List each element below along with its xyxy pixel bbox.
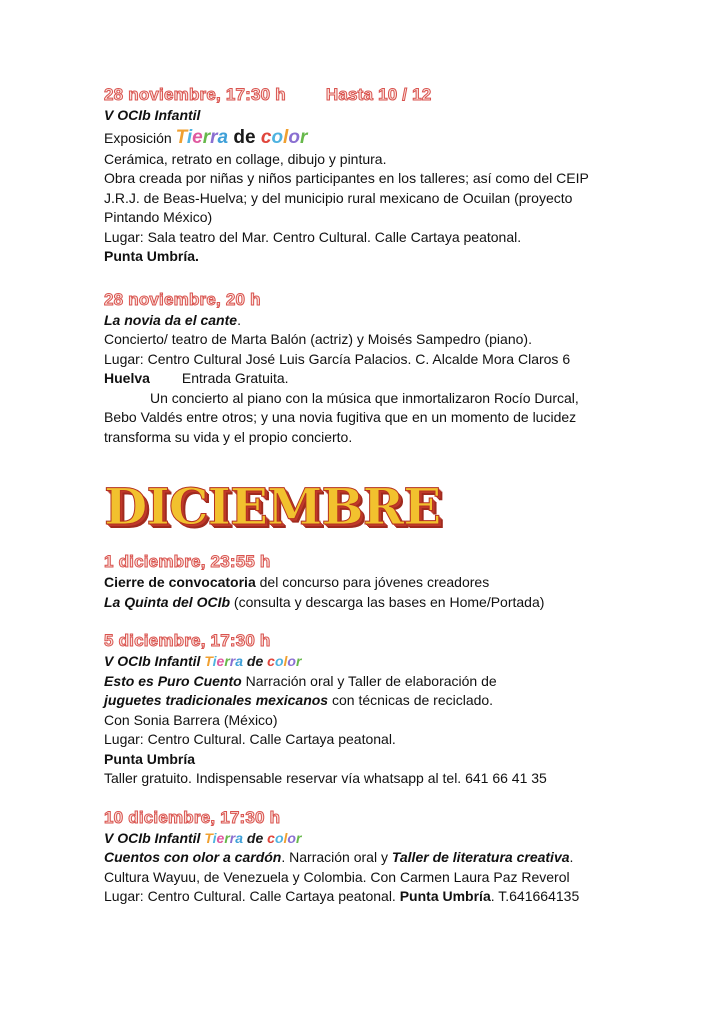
- event-date: 1 diciembre, 23:55 h: [104, 552, 271, 571]
- event-town: Punta Umbría: [399, 888, 491, 904]
- event-until-date: Hasta 10 / 12: [325, 85, 432, 104]
- event-date: 28 noviembre, 17:30 h: [104, 85, 286, 104]
- event-description: Concierto/ teatro de Marta Balón (actriz) y Moisés Sampedro (piano).: [104, 331, 532, 347]
- event-description: Pintando México): [104, 209, 213, 225]
- event-entry: Entrada Gratuita.: [181, 370, 289, 386]
- event-series: V OCIb Infantil: [104, 829, 205, 846]
- document-page: [104, 84, 644, 907]
- event-town: Punta Umbría.: [104, 248, 199, 264]
- event-note: Taller gratuito. Indispensable reservar vía whatsapp al tel. 641 66 41 35: [104, 770, 547, 786]
- tierra-de-color-logo: Tierra de color: [204, 653, 302, 669]
- tierra-de-color-logo: Tierra de color: [204, 829, 302, 846]
- event-series: V OCIb Infantil: [104, 653, 205, 669]
- event-town-line: [104, 369, 644, 389]
- event-description: Cierre de convocatoria del concurso para jóvenes creadores: [104, 574, 490, 590]
- event-block: [104, 551, 644, 612]
- event-series-line: [104, 652, 644, 672]
- event-description: juguetes tradicionales mexicanos con técnicas de reciclado.: [104, 692, 494, 708]
- event-location: Lugar: Centro Cultural José Luis García Palacios. C. Alcalde Mora Claros 6: [104, 350, 571, 367]
- event-description: J.R.J. de Beas-Huelva; y del municipio rural mexicano de Ocuilan (proyecto: [104, 189, 573, 206]
- event-date: 5 diciembre, 17:30 h: [104, 631, 271, 650]
- event-title: La novia da el cante: [104, 311, 238, 328]
- event-description: Obra creada por niñas y niños participantes en los talleres; así como del CEIP: [104, 170, 589, 186]
- event-description: transforma su vida y el propio concierto.: [104, 428, 353, 445]
- exhibition-title: [104, 126, 644, 150]
- event-description: Bebo Valdés entre otros; y una novia fugitiva que en un momento de lucidez: [104, 409, 577, 425]
- event-description: Cerámica, retrato en collage, dibujo y pintura.: [104, 150, 387, 167]
- event-block: [104, 289, 644, 448]
- event-description: La Quinta del OCIb (consulta y descarga las bases en Home/Portada): [104, 593, 545, 610]
- event-description: Esto es Puro Cuento Narración oral y Taller de elaboración de: [104, 672, 497, 689]
- tierra-de-color-logo: Tierra de color: [175, 126, 308, 148]
- event-title-line: La novia da el cante.: [104, 311, 241, 328]
- event-series: V OCIb Infantil: [104, 107, 201, 123]
- event-block: [104, 807, 644, 907]
- event-location: Lugar: Sala teatro del Mar. Centro Cultural. Calle Cartaya peatonal.: [104, 228, 522, 245]
- event-description: Cultura Wayuu, de Venezuela y Colombia. Con Carmen Laura Paz Reverol: [104, 868, 570, 885]
- event-town: Huelva: [104, 370, 150, 386]
- event-date: 28 noviembre, 20 h: [104, 289, 261, 309]
- event-block: [104, 84, 644, 267]
- event-town: Punta Umbría: [104, 750, 196, 767]
- event-location-line: Lugar: Centro Cultural. Calle Cartaya peatonal. Punta Umbría. T.641664135: [104, 888, 580, 904]
- month-heading: DICIEMBRE: [104, 477, 441, 536]
- event-description: Un concierto al piano con la música que inmortalizaron Rocío Durcal,: [150, 389, 579, 406]
- event-phone: . T.641664135: [490, 888, 580, 904]
- event-description: Cuentos con olor a cardón. Narración oral y Taller de literatura creativa.: [104, 849, 574, 865]
- event-date: 10 diciembre, 17:30 h: [104, 807, 281, 827]
- event-description: Con Sonia Barrera (México): [104, 711, 278, 728]
- event-block: [104, 630, 644, 789]
- event-location: Lugar: Centro Cultural. Calle Cartaya peatonal.: [104, 731, 396, 747]
- event-date-heading: [104, 84, 644, 106]
- event-series-line: [104, 829, 644, 849]
- exhibition-prefix: Exposición: [104, 129, 172, 146]
